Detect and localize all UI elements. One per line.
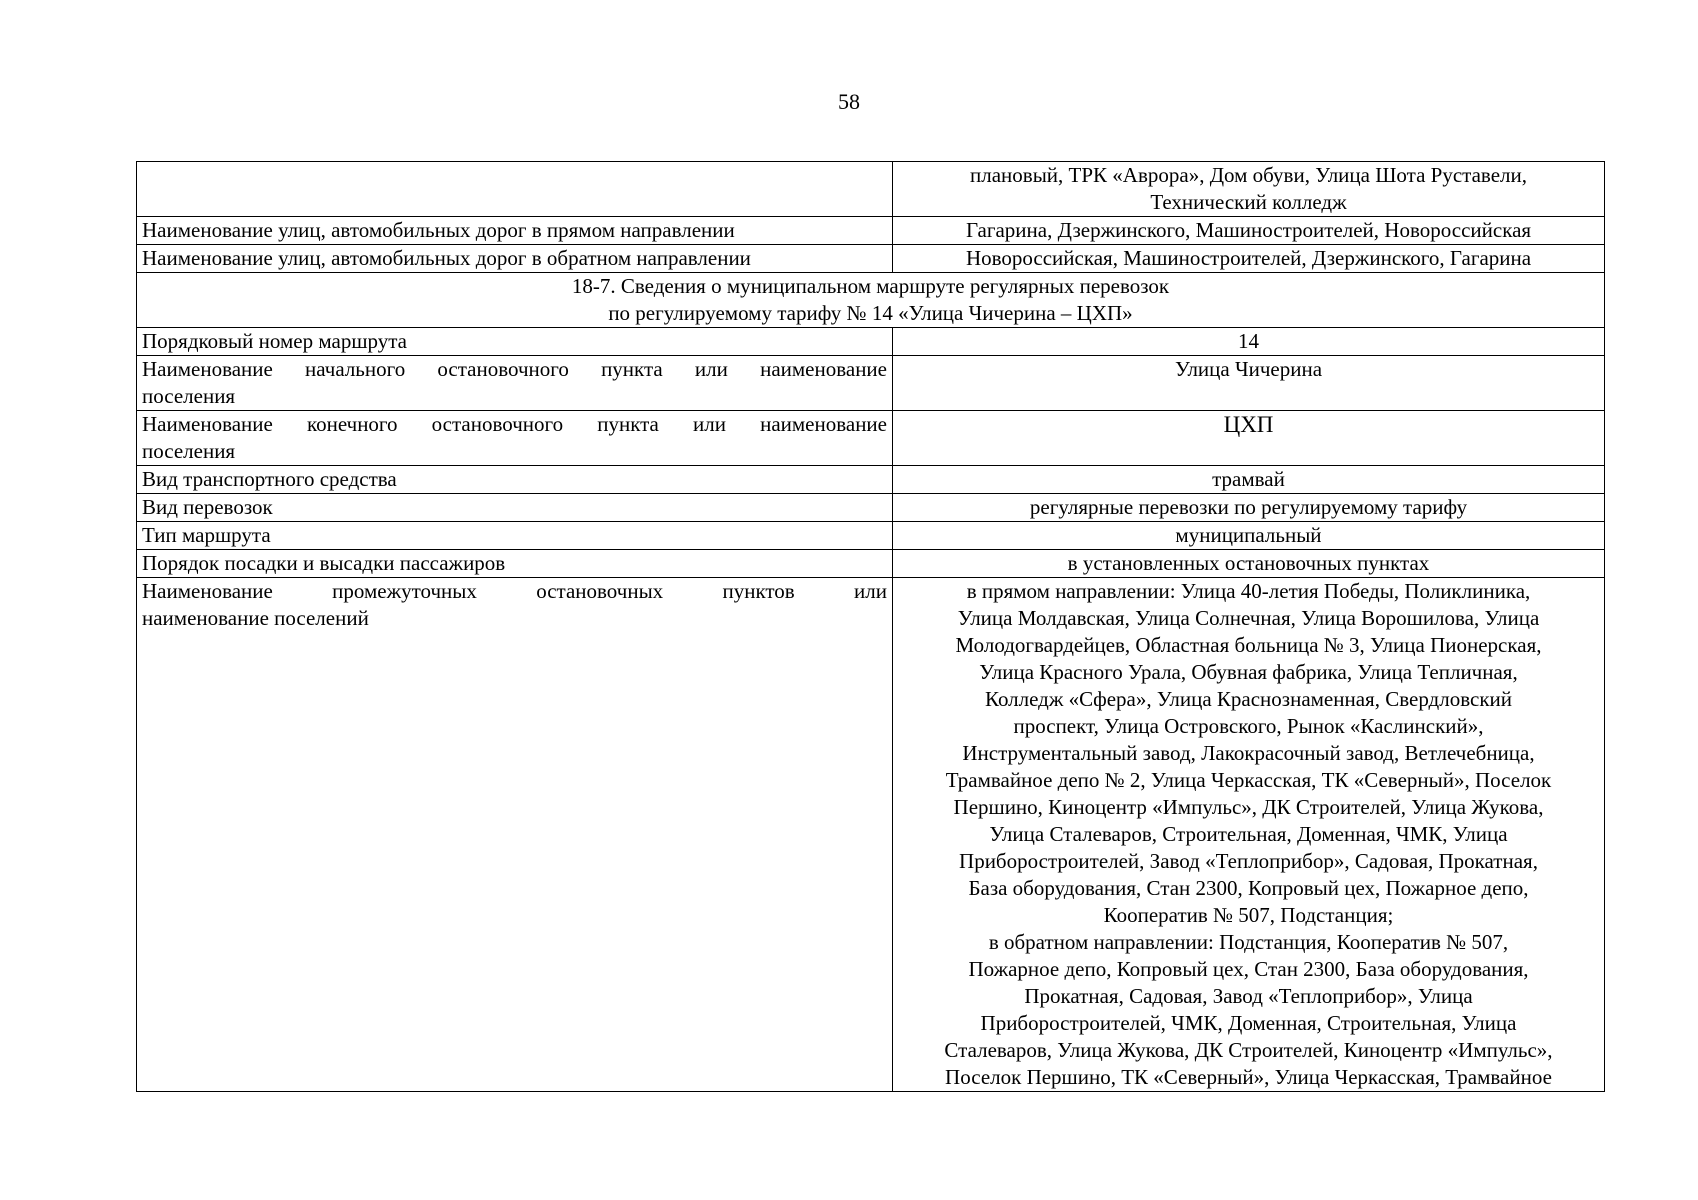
route-number-label: Порядковый номер маршрута (137, 328, 893, 356)
intermediate-line: в прямом направлении: Улица 40-летия Победы, Поликлиника, (966, 579, 1531, 603)
table-row (137, 162, 1605, 217)
boarding-label: Порядок посадки и высадки пассажиров (137, 550, 893, 578)
intermediate-line: Приборостроителей, ЧМК, Доменная, Строительная, Улица (980, 1011, 1517, 1035)
intermediate-stops-label (137, 578, 893, 1092)
intermediate-line: Инструментальный завод, Лакокрасочный завод, Ветлечебница, (962, 741, 1535, 765)
intermediate-line: проспект, Улица Островского, Рынок «Каслинский», (1013, 714, 1484, 738)
start-stop-label-line-1: Наименование начального остановочного пункта или наименование (142, 357, 887, 381)
table-row (137, 328, 1605, 356)
route-table (136, 161, 1605, 1092)
forward-streets-label: Наименование улиц, автомобильных дорог в прямом направлении (137, 217, 893, 245)
intermediate-line: Приборостроителей, Завод «Теплоприбор», Садовая, Прокатная, (959, 849, 1538, 873)
section-heading (137, 273, 1605, 328)
intermediate-line: Молодогвардейцев, Областная больница № 3, Улица Пионерская, (955, 633, 1542, 657)
table-row (137, 273, 1605, 328)
start-stop-value: Улица Чичерина (893, 356, 1605, 411)
continuation-line-2: Технический колледж (1150, 190, 1347, 214)
intermediate-line: Пожарное депо, Копровый цех, Стан 2300, База оборудования, (968, 957, 1529, 981)
vehicle-type-value: трамвай (893, 466, 1605, 494)
table-row (137, 578, 1605, 1092)
start-stop-label-line-2: поселения (142, 384, 236, 408)
table-row (137, 522, 1605, 550)
table-row (137, 217, 1605, 245)
intermediate-stops-label-line-1: Наименование промежуточных остановочных пунктов или (142, 579, 887, 603)
end-stop-label-line-1: Наименование конечного остановочного пункта или наименование (142, 412, 887, 436)
table-row (137, 550, 1605, 578)
intermediate-line: Прокатная, Садовая, Завод «Теплоприбор», Улица (1024, 984, 1473, 1008)
continuation-left-cell (137, 162, 893, 217)
backward-streets-value: Новороссийская, Машиностроителей, Дзержинского, Гагарина (893, 245, 1605, 273)
intermediate-line: Улица Красного Урала, Обувная фабрика, Улица Тепличная, (979, 660, 1518, 684)
transport-kind-label: Вид перевозок (137, 494, 893, 522)
forward-streets-value: Гагарина, Дзержинского, Машиностроителей, Новороссийская (893, 217, 1605, 245)
table-row (137, 411, 1605, 466)
continuation-right-cell (893, 162, 1605, 217)
end-stop-label-line-2: поселения (142, 439, 236, 463)
intermediate-line: Поселок Першино, ТК «Северный», Улица Черкасская, Трамвайное (945, 1065, 1552, 1089)
intermediate-line: Кооператив № 507, Подстанция; (1103, 903, 1394, 927)
intermediate-line: Колледж «Сфера», Улица Краснознаменная, Свердловский (984, 687, 1513, 711)
table-row (137, 494, 1605, 522)
end-stop-label (137, 411, 893, 466)
table-row (137, 356, 1605, 411)
route-number-value: 14 (893, 328, 1605, 356)
section-heading-line-1: 18-7. Сведения о муниципальном маршруте регулярных перевозок (571, 274, 1170, 298)
intermediate-line: Трамвайное депо № 2, Улица Черкасская, ТК «Северный», Поселок (945, 768, 1552, 792)
intermediate-line: Сталеваров, Улица Жукова, ДК Строителей, Киноцентр «Импульс», (944, 1038, 1553, 1062)
intermediate-stops-label-line-2: наименование поселений (142, 606, 369, 630)
route-type-label: Тип маршрута (137, 522, 893, 550)
transport-kind-value: регулярные перевозки по регулируемому тарифу (893, 494, 1605, 522)
vehicle-type-label: Вид транспортного средства (137, 466, 893, 494)
page-number: 58 (838, 89, 860, 114)
continuation-line-1: плановый, ТРК «Аврора», Дом обуви, Улица Шота Руставели, (970, 163, 1527, 187)
backward-streets-label: Наименование улиц, автомобильных дорог в обратном направлении (137, 245, 893, 273)
intermediate-line: в обратном направлении: Подстанция, Кооператив № 507, (988, 930, 1509, 954)
boarding-value: в установленных остановочных пунктах (893, 550, 1605, 578)
intermediate-line: Улица Сталеваров, Строительная, Доменная, ЧМК, Улица (989, 822, 1508, 846)
table-row (137, 245, 1605, 273)
start-stop-label (137, 356, 893, 411)
table-row (137, 466, 1605, 494)
section-heading-line-2: по регулируемому тарифу № 14 «Улица Чичерина – ЦХП» (608, 301, 1133, 325)
intermediate-stops-value (893, 578, 1605, 1092)
end-stop-value: ЦХП (893, 411, 1605, 466)
intermediate-line: Першино, Киноцентр «Импульс», ДК Строителей, Улица Жукова, (953, 795, 1544, 819)
route-type-value: муниципальный (893, 522, 1605, 550)
intermediate-line: Улица Молдавская, Улица Солнечная, Улица Ворошилова, Улица (957, 606, 1540, 630)
intermediate-line: База оборудования, Стан 2300, Копровый цех, Пожарное депо, (968, 876, 1529, 900)
